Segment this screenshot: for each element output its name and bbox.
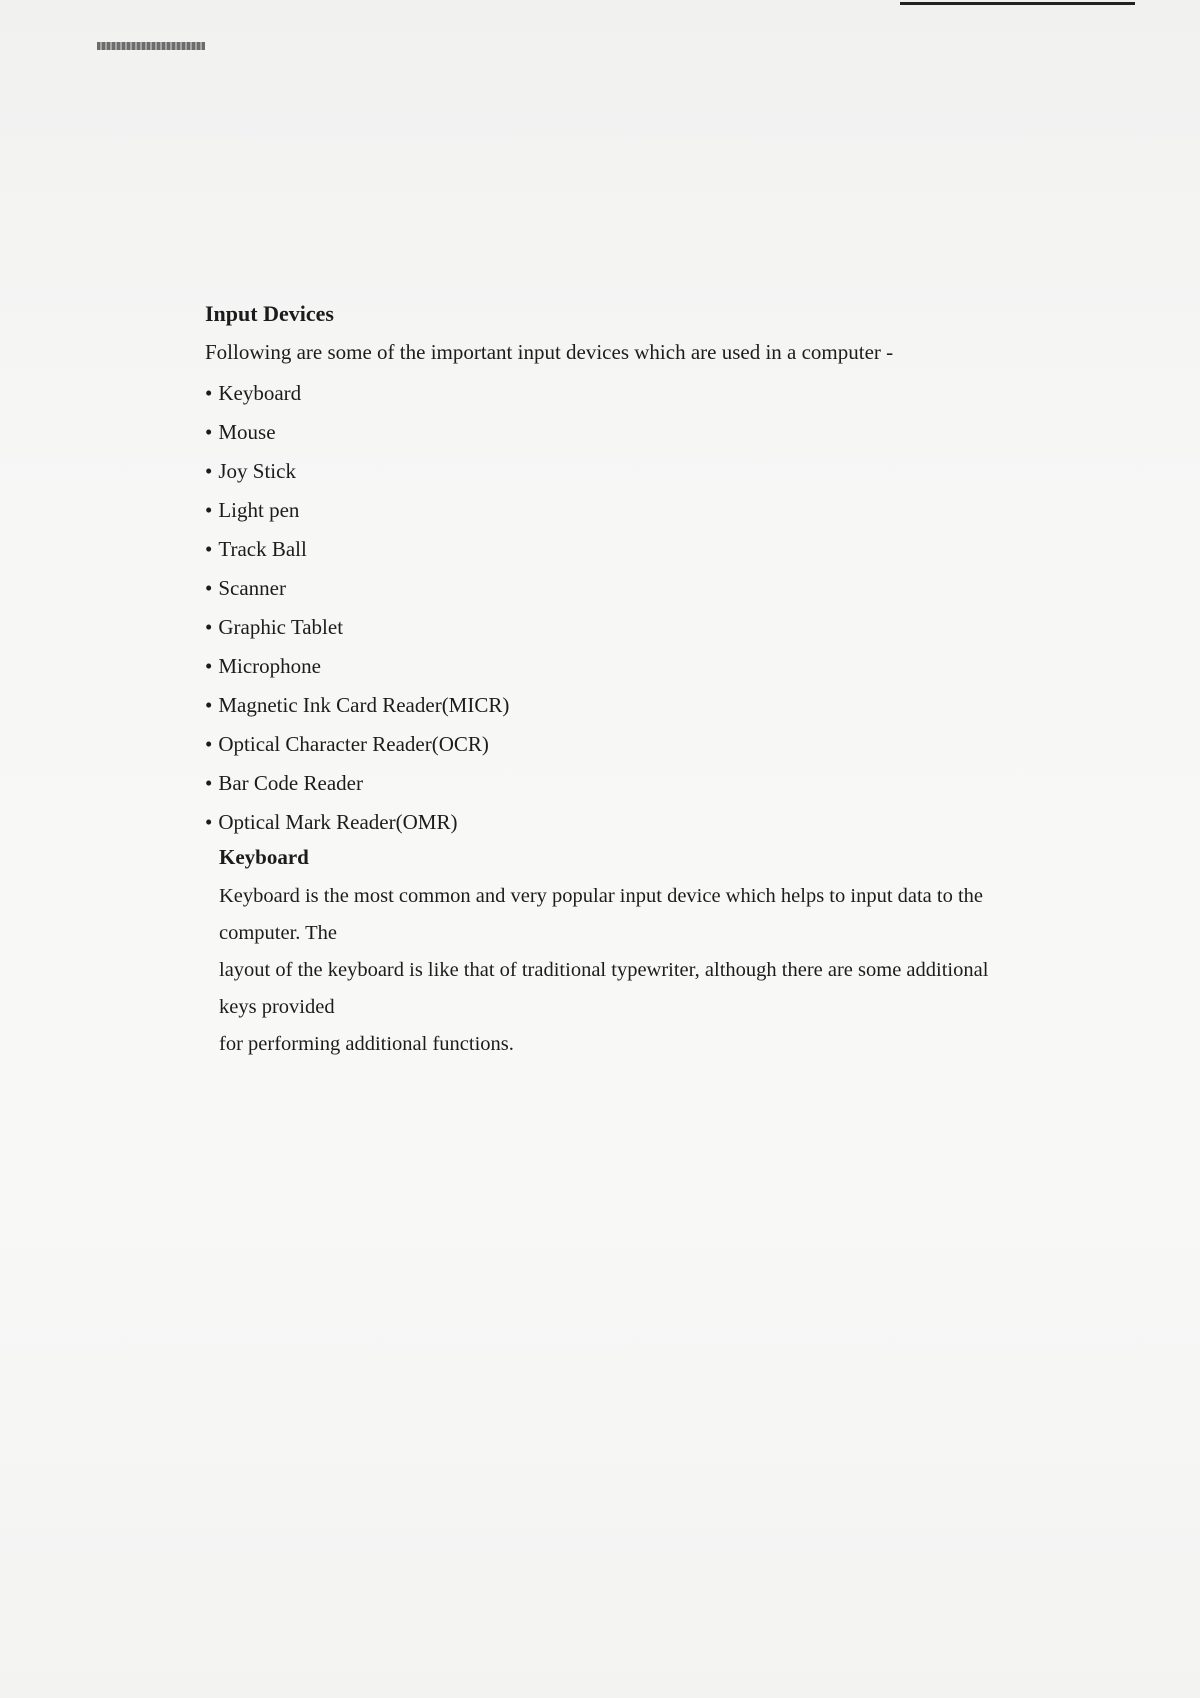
section-heading: Input Devices — [205, 301, 334, 326]
list-item: • Mouse — [205, 413, 1045, 452]
list-item: • Graphic Tablet — [205, 608, 1045, 647]
keyboard-heading: Keyboard — [219, 845, 309, 869]
list-item: • Magnetic Ink Card Reader(MICR) — [205, 686, 1045, 725]
list-item: • Light pen — [205, 491, 1045, 530]
list-item: • Joy Stick — [205, 452, 1045, 491]
scan-artifact-mark — [97, 42, 205, 50]
list-item: • Optical Mark Reader(OMR) — [205, 803, 1045, 842]
paragraph-line: layout of the keyboard is like that of traditional typewriter, although there are some additional — [219, 959, 989, 981]
intro-paragraph: Following are some of the important input devices which are used in a computer - — [205, 340, 894, 364]
device-list — [205, 374, 1045, 842]
paragraph-line: for performing additional functions. — [219, 1033, 514, 1055]
paragraph-line: computer. The — [219, 922, 338, 944]
list-item: • Microphone — [205, 647, 1045, 686]
list-item: • Scanner — [205, 569, 1045, 608]
list-item: • Optical Character Reader(OCR) — [205, 725, 1045, 764]
list-item: • Bar Code Reader — [205, 764, 1045, 803]
top-edge-rule — [900, 2, 1135, 5]
document-body — [205, 300, 1045, 1063]
list-item: • Track Ball — [205, 530, 1045, 569]
paragraph-line: keys provided — [219, 996, 335, 1018]
list-item: • Keyboard — [205, 374, 1045, 413]
keyboard-paragraph — [219, 878, 1039, 1063]
paragraph-line: Keyboard is the most common and very popular input device which helps to input data to the — [219, 885, 984, 907]
